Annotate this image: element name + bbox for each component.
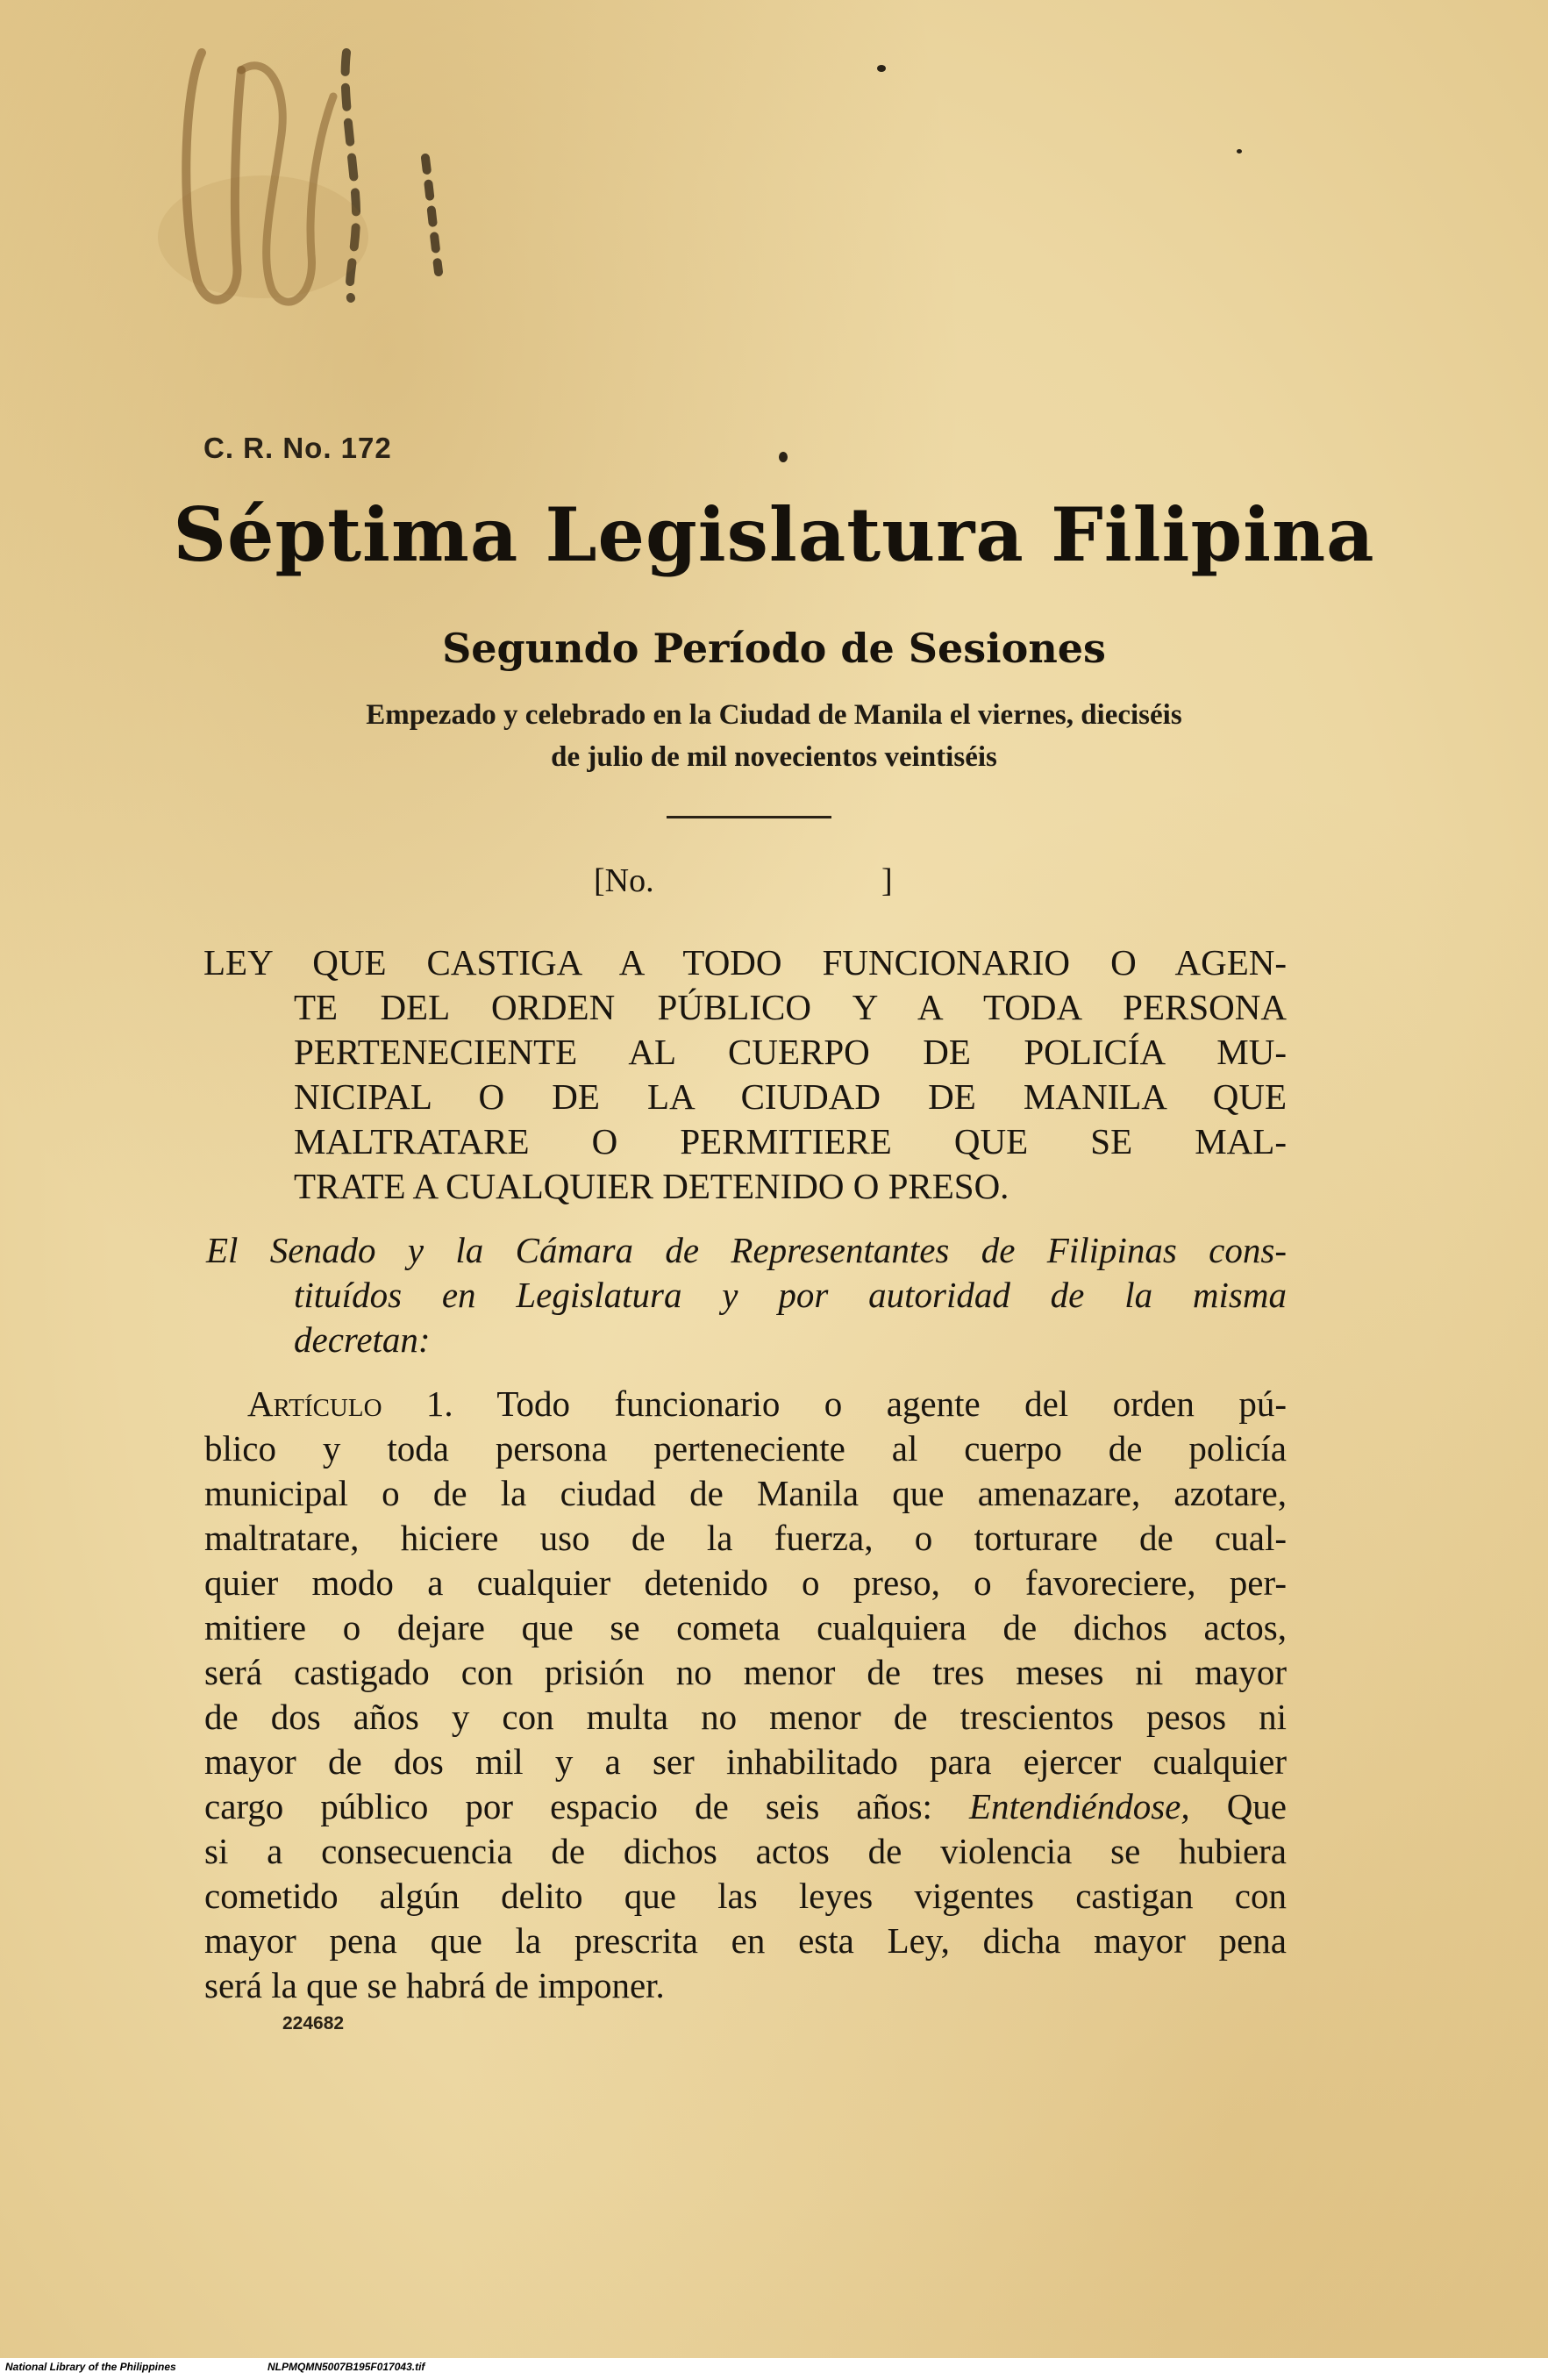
article-line: mitiere o dejare que se cometa cualquiera de dichos actos, xyxy=(204,1607,1287,1647)
law-title-line: TE DEL ORDEN PÚBLICO Y A TODA PERSONA xyxy=(294,987,1287,1027)
article-line: si a consecuencia de dichos actos de violencia se hubiera xyxy=(204,1831,1287,1871)
article-line: quier modo a cualquier detenido o preso, o favoreciere, per- xyxy=(204,1562,1287,1603)
ink-speck xyxy=(877,65,886,72)
law-title-line: NICIPAL O DE LA CIUDAD DE MANILA QUE xyxy=(294,1076,1287,1117)
article-line: municipal o de la ciudad de Manila que amenazare, azotare, xyxy=(204,1473,1287,1513)
article-line: será la que se habrá de imponer. xyxy=(204,1965,665,2005)
article-line xyxy=(247,1383,1287,1425)
article-label: Artículo xyxy=(247,1383,382,1424)
divider-rule xyxy=(667,816,831,818)
article-line: blico y toda persona perteneciente al cuerpo de policía xyxy=(204,1428,1287,1469)
number-field-close: ] xyxy=(881,862,893,899)
ink-speck xyxy=(1237,149,1242,154)
number-field-open: [No. xyxy=(594,862,654,899)
article-line: mayor de dos mil y a ser inhabilitado para ejercer cualquier xyxy=(204,1741,1287,1782)
enacting-clause-line: tituídos en Legislatura y por autoridad de la misma xyxy=(294,1275,1287,1315)
law-title-line: TRATE A CUALQUIER DETENIDO O PRESO. xyxy=(294,1166,1009,1206)
document-title: Séptima Legislatura Filipina xyxy=(173,491,1375,578)
article-line: será castigado con prisión no menor de tres meses ni mayor xyxy=(204,1652,1287,1692)
document-subtitle: Segundo Período de Sesiones xyxy=(442,625,1106,672)
proviso-word: Entendiéndose, xyxy=(969,1786,1190,1826)
paperclip-stain xyxy=(88,35,465,325)
law-title-line: MALTRATARE O PERMITIERE QUE SE MAL- xyxy=(294,1121,1287,1161)
article-line: maltratare, hiciere uso de la fuerza, o torturare de cual- xyxy=(204,1518,1287,1558)
article-text: Que xyxy=(1189,1786,1287,1826)
law-title-line: LEY QUE CASTIGA A TODO FUNCIONARIO O AGEN- xyxy=(203,942,1287,983)
enacting-clause-line: decretan: xyxy=(294,1319,431,1360)
law-title-line: PERTENECIENTE AL CUERPO DE POLICÍA MU- xyxy=(294,1032,1287,1072)
article-line: de dos años y con multa no menor de trescientos pesos ni xyxy=(204,1697,1287,1737)
ink-speck xyxy=(779,452,788,462)
article-text: cargo público por espacio de seis años: xyxy=(204,1786,969,1826)
article-line: mayor pena que la prescrita en esta Ley, dicha mayor pena xyxy=(204,1920,1287,1961)
footer-library: National Library of the Philippines xyxy=(5,2361,176,2373)
article-line xyxy=(204,1785,1287,1827)
scan-footer xyxy=(0,2358,1548,2380)
session-line: de julio de mil novecientos veintiséis xyxy=(551,741,997,773)
article-text: 1. Todo funcionario o agente del orden pú- xyxy=(382,1383,1287,1424)
enacting-clause-line: El Senado y la Cámara de Representantes de Filipinas cons- xyxy=(206,1230,1287,1270)
footer-file-name: NLPMQMN5007B195F017043.tif xyxy=(268,2361,425,2373)
article-line: cometido algún delito que las leyes vigentes castigan con xyxy=(204,1876,1287,1916)
session-line: Empezado y celebrado en la Ciudad de Manila el viernes, dieciséis xyxy=(366,699,1182,731)
print-code: 224682 xyxy=(282,2013,345,2033)
cr-number: C. R. No. 172 xyxy=(203,432,392,464)
